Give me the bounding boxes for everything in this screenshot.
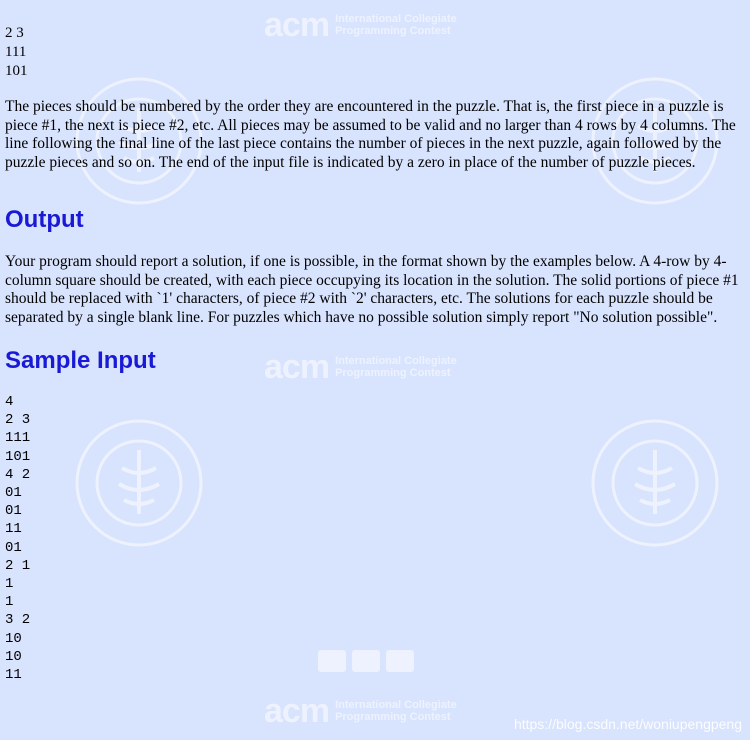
code-line: 2 3: [5, 412, 31, 429]
acm-watermark-logo: acm: [264, 692, 330, 730]
acm-watermark-logo: acm: [264, 348, 330, 386]
code-line: 1: [5, 576, 14, 593]
output-paragraph: Your program should report a solution, if one is possible, in the format shown by the examples below. A 4-row by 4-column square should be created, with each piece occupying its location in the solution. The solid portions of piece #1 should be replaced with `1' characters, of piece #2 with `2' characters, etc. The solutions for each puzzle should be separated by a single blank line. For puzzles which have no possible solution simply report "No solution possible".: [5, 253, 739, 326]
acm-watermark-line1: International Collegiate: [335, 355, 457, 367]
code-line: 4: [5, 394, 14, 410]
code-line: 1: [5, 594, 14, 611]
output-heading: Output: [5, 206, 84, 233]
code-line: 111: [5, 44, 27, 60]
acm-watermark-logo: acm: [264, 6, 330, 44]
code-line: 10: [5, 630, 22, 647]
acm-watermark-line1: International Collegiate: [335, 699, 457, 711]
code-line: 2 3: [5, 25, 24, 41]
code-line: 01: [5, 485, 22, 502]
code-line: 3 2: [5, 612, 31, 629]
top-example-block: [5, 24, 747, 81]
code-line: 2 1: [5, 557, 31, 574]
code-line: 10: [5, 648, 22, 665]
sample-input-block: [5, 393, 747, 684]
acm-watermark-line2: Programming Contest: [335, 367, 451, 379]
code-line: 101: [5, 63, 28, 79]
acm-watermark-line2: Programming Contest: [335, 711, 451, 723]
intro-paragraph: The pieces should be numbered by the order they are encountered in the puzzle. That is, the first piece in a puzzle is piece #1, the next is piece #2, etc. All pieces may be assumed to be valid and no larger than 4 rows by 4 columns. The line following the final line of the last piece contains the number of pieces in the next puzzle, again followed by the puzzle pieces and so on. The end of the input file is indicated by a zero in place of the number of puzzle pieces.: [5, 98, 736, 171]
acm-watermark-bottom: [264, 694, 457, 728]
csdn-watermark: https://blog.csdn.net/woniupengpeng: [513, 716, 742, 732]
code-line: 11: [5, 521, 22, 538]
code-line: 4 2: [5, 466, 31, 483]
code-line: 01: [5, 503, 22, 520]
sample-input-heading: Sample Input: [5, 347, 156, 374]
code-line: 11: [5, 667, 22, 684]
code-line: 111: [5, 430, 31, 447]
problem-content: [5, 24, 747, 684]
code-line: 101: [5, 448, 31, 465]
acm-watermark-line2: Programming Contest: [335, 25, 451, 37]
code-line: 01: [5, 539, 22, 556]
acm-watermark-line1: International Collegiate: [335, 13, 457, 25]
